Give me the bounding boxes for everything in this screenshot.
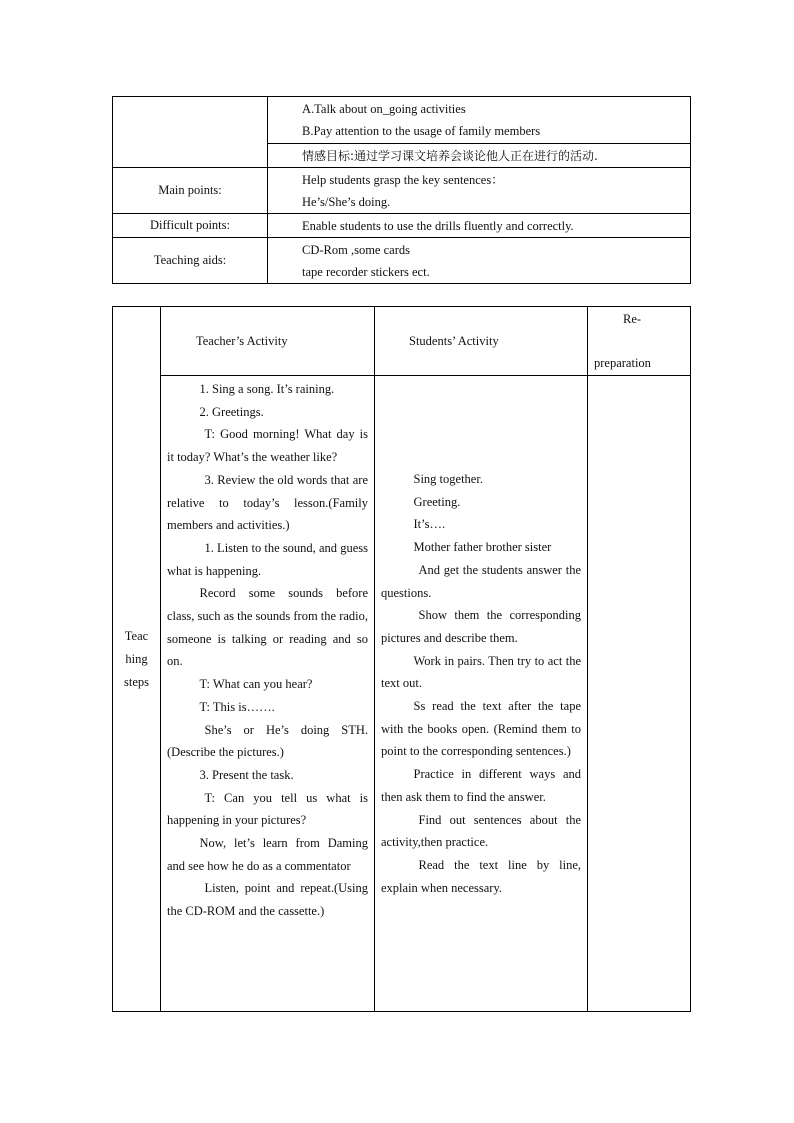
teaching-aids-line1: CD-Rom ,some cards bbox=[302, 242, 410, 257]
objectives-cell bbox=[268, 97, 691, 144]
student-step: Ss read the text after the tape with the books open. (Remind them to point to the corresponding sentences.) bbox=[381, 699, 581, 759]
teacher-step: T: Can you tell us what is happening in your pictures? bbox=[167, 790, 368, 828]
objective-a: A.Talk about on_going activities bbox=[302, 102, 466, 116]
main-points-line2: He’s/She’s doing. bbox=[302, 194, 391, 209]
header-students-activity: Students’ Activity bbox=[375, 307, 588, 376]
teacher-step: Listen, point and repeat.(Using the CD-ROM and the cassette.) bbox=[167, 881, 368, 919]
teacher-activity-cell bbox=[161, 376, 375, 1012]
teacher-step: Record some sounds before class, such as the sounds from the radio, someone is talking or reading and so on. bbox=[167, 586, 369, 669]
lesson-info-table bbox=[112, 96, 691, 284]
student-step: It’s…. bbox=[413, 517, 446, 532]
student-step: Show them the corresponding pictures and describe them. bbox=[381, 608, 581, 645]
main-points-line1: Help students grasp the key sentences： bbox=[302, 172, 504, 187]
teacher-step: 2. Greetings. bbox=[199, 404, 264, 419]
teaching-steps-label: Teac hing steps bbox=[113, 307, 161, 1012]
main-points-cell bbox=[268, 168, 691, 214]
teacher-step: T: Good morning! What day is it today? What’s the weather like? bbox=[167, 427, 368, 465]
student-step: And get the students answer the questions. bbox=[381, 562, 581, 600]
difficult-points-value: Enable students to use the drills fluently and correctly. bbox=[268, 214, 691, 238]
teacher-step: 3. Review the old words that are relative to today’s lesson.(Family members and activities.) bbox=[167, 472, 368, 533]
teaching-aids-label: Teaching aids: bbox=[113, 238, 268, 284]
main-points-label: Main points: bbox=[113, 168, 268, 214]
teacher-step: 1. Sing a song. It’s raining. bbox=[199, 382, 335, 396]
student-step: Read the text line by line, explain when necessary. bbox=[381, 857, 581, 895]
teaching-steps-table bbox=[112, 306, 691, 1012]
teaching-aids-cell bbox=[268, 238, 691, 284]
student-step: Find out sentences about the activity,then practice. bbox=[381, 812, 581, 850]
re-preparation-cell bbox=[588, 376, 691, 1012]
students-activity-cell bbox=[375, 376, 588, 1012]
teacher-step: 3. Present the task. bbox=[199, 767, 294, 782]
student-step: Sing together. bbox=[413, 472, 483, 486]
student-step: Mother father brother sister bbox=[413, 540, 552, 555]
objective-b: B.Pay attention to the usage of family members bbox=[302, 124, 541, 138]
teacher-step: She’s or He’s doing STH.(Describe the pictures.) bbox=[167, 722, 368, 760]
objectives-label-cell bbox=[113, 97, 268, 168]
teacher-step: Now, let’s learn from Daming and see how he do as a commentator bbox=[167, 836, 368, 873]
teacher-step: 1. Listen to the sound, and guess what is happening. bbox=[167, 540, 368, 578]
objective-emotional: 情感目标:通过学习课文培养会谈论他人正在进行的活动. bbox=[268, 144, 691, 168]
teacher-step: T: This is……. bbox=[199, 699, 275, 714]
difficult-points-label: Difficult points: bbox=[113, 214, 268, 238]
student-step: Work in pairs. Then try to act the text out. bbox=[381, 653, 581, 691]
teaching-aids-line2: tape recorder stickers ect. bbox=[302, 264, 430, 279]
student-step: Greeting. bbox=[413, 494, 461, 509]
header-teacher-activity: Teacher’s Activity bbox=[161, 307, 375, 376]
teacher-step: T: What can you hear? bbox=[199, 677, 313, 692]
header-re-preparation: Re- preparation bbox=[588, 307, 691, 376]
student-step: Practice in different ways and then ask them to find the answer. bbox=[381, 767, 581, 804]
